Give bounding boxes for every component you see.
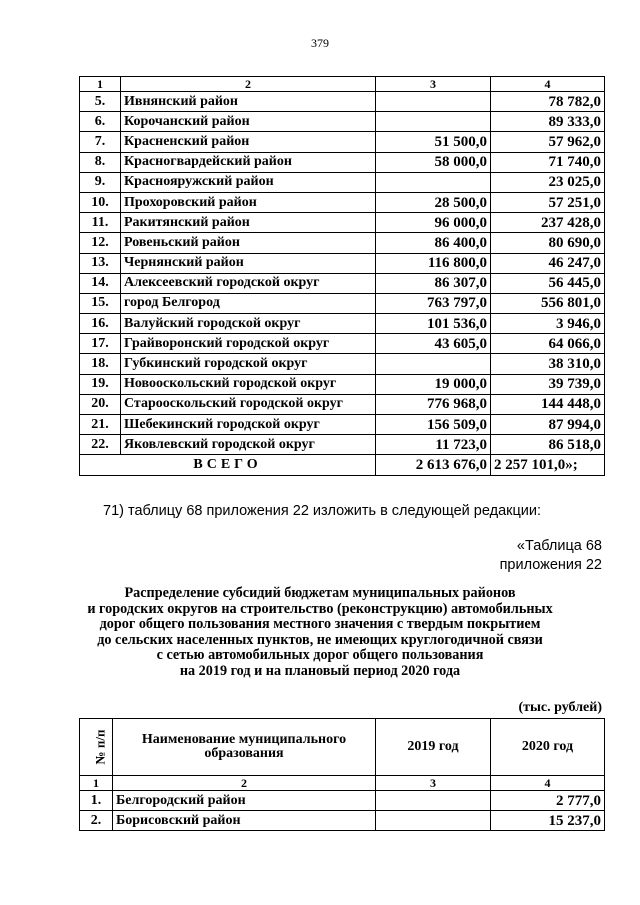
header-name: Наименование муниципального образования [113,719,376,776]
value-2019: 156 509,0 [376,415,491,435]
value-2019 [376,112,491,132]
table-row [80,374,605,394]
table-row [80,253,605,273]
table-row [80,314,605,334]
title-line: с сетью автомобильных дорог общего пользования [156,647,484,664]
row-number: 22. [80,435,121,455]
column-number: 2 [121,77,376,92]
district-name: Грайворонский городской округ [121,334,376,354]
page-number: 379 [311,36,329,50]
district-name: Красногвардейский район [121,152,376,172]
table-row [80,334,605,354]
value-2019: 86 400,0 [376,233,491,253]
column-number: 1 [80,77,121,92]
value-2019 [376,354,491,374]
row-number: 7. [80,132,121,152]
column-number: 4 [491,77,605,92]
title-line: Распределение субсидий бюджетам муниципальных районов [124,585,516,601]
district-name: Белгородский район [113,791,376,811]
row-number: 13. [80,253,121,273]
value-2019: 96 000,0 [376,213,491,233]
value-2020: 57 251,0 [491,192,605,212]
value-2020: 64 066,0 [491,334,605,354]
value-2019 [376,92,491,112]
value-2019: 116 800,0 [376,253,491,273]
subsidy-table-continued [79,76,605,476]
district-name: город Белгород [121,293,376,313]
table-row [80,213,605,233]
table-row [80,354,605,374]
row-number: 19. [80,374,121,394]
district-name: Губкинский городской округ [121,354,376,374]
row-number: 16. [80,314,121,334]
column-number: 1 [80,776,113,791]
value-2019: 28 500,0 [376,192,491,212]
table-row [80,415,605,435]
table-appendix: приложения 22 [499,557,602,573]
value-2020: 71 740,0 [491,152,605,172]
district-name: Ровеньский район [121,233,376,253]
value-2019: 19 000,0 [376,374,491,394]
district-name: Ракитянский район [121,213,376,233]
table-row [80,435,605,455]
value-2020: 39 739,0 [491,374,605,394]
row-number: 8. [80,152,121,172]
value-2019: 43 605,0 [376,334,491,354]
title-line: дорог общего пользования местного значения с твердым покрытием [99,616,541,633]
value-2020: 87 994,0 [491,415,605,435]
district-name: Алексеевский городской округ [121,273,376,293]
table-caption: «Таблица 68 [516,538,602,554]
column-number: 2 [113,776,376,791]
row-number: 21. [80,415,121,435]
header-number: № п/п [80,719,113,776]
row-number: 15. [80,293,121,313]
row-number: 20. [80,394,121,414]
value-2019: 58 000,0 [376,152,491,172]
column-number-row [80,776,605,791]
row-number: 6. [80,112,121,132]
value-2020: 46 247,0 [491,253,605,273]
value-2020: 78 782,0 [491,92,605,112]
district-name: Шебекинский городской округ [121,415,376,435]
district-name: Чернянский район [121,253,376,273]
value-2020: 56 445,0 [491,273,605,293]
table-row [80,293,605,313]
value-2020: 80 690,0 [491,233,605,253]
row-number: 17. [80,334,121,354]
district-name: Ивнянский район [121,92,376,112]
value-2020: 23 025,0 [491,172,605,192]
value-2019: 86 307,0 [376,273,491,293]
row-number: 11. [80,213,121,233]
table-row [80,132,605,152]
table-row [80,233,605,253]
units-label: (тыс. рублей) [518,700,602,715]
table-68 [79,718,605,831]
value-2020: 57 962,0 [491,132,605,152]
row-number: 9. [80,172,121,192]
district-name: Красненский район [121,132,376,152]
table-head-row [80,719,605,776]
value-2019: 776 968,0 [376,394,491,414]
row-number: 18. [80,354,121,374]
table-row [80,172,605,192]
column-number: 3 [376,77,491,92]
district-name: Прохоровский район [121,192,376,212]
column-number-row [80,77,605,92]
district-name: Краснояружский район [121,172,376,192]
value-2020: 86 518,0 [491,435,605,455]
total-row [80,455,605,475]
title-line: и городских округов на строительство (реконструкцию) автомобильных [87,600,553,617]
row-number: 12. [80,233,121,253]
district-name: Валуйский городской округ [121,314,376,334]
row-number: 2. [80,811,113,831]
table-title [60,586,580,680]
value-2019: 763 797,0 [376,293,491,313]
value-2019: 101 536,0 [376,314,491,334]
header-2020: 2020 год [491,719,605,776]
value-2020: 89 333,0 [491,112,605,132]
table-row [80,791,605,811]
district-name: Борисовский район [113,811,376,831]
value-2020: 38 310,0 [491,354,605,374]
table-row [80,152,605,172]
total-2020: 2 257 101,0»; [491,455,605,475]
title-line: на 2019 год и на плановый период 2020 года [179,662,461,679]
total-2019: 2 613 676,0 [376,455,491,475]
value-2019 [376,811,491,831]
district-name: Корочанский район [121,112,376,132]
district-name: Новооскольский городской округ [121,374,376,394]
value-2020: 144 448,0 [491,394,605,414]
value-2020: 237 428,0 [491,213,605,233]
row-number: 5. [80,92,121,112]
value-2019: 51 500,0 [376,132,491,152]
table-row [80,192,605,212]
table-row [80,273,605,293]
row-number: 14. [80,273,121,293]
row-number: 10. [80,192,121,212]
district-name: Старооскольский городской округ [121,394,376,414]
value-2019 [376,172,491,192]
value-2020: 556 801,0 [491,293,605,313]
table-row [80,92,605,112]
column-number: 3 [376,776,491,791]
value-2020: 2 777,0 [491,791,605,811]
value-2019: 11 723,0 [376,435,491,455]
row-number: 1. [80,791,113,811]
title-line: до сельских населенных пунктов, не имеющих круглогодичной связи [97,631,543,648]
table-row [80,811,605,831]
value-2020: 3 946,0 [491,314,605,334]
header-2019: 2019 год [376,719,491,776]
column-number: 4 [491,776,605,791]
value-2020: 15 237,0 [491,811,605,831]
table-row [80,112,605,132]
district-name: Яковлевский городской округ [121,435,376,455]
value-2019 [376,791,491,811]
total-label: ВСЕГО [80,455,376,475]
table-row [80,394,605,414]
amendment-paragraph: 71) таблицу 68 приложения 22 изложить в следующей редакции: [103,503,542,519]
